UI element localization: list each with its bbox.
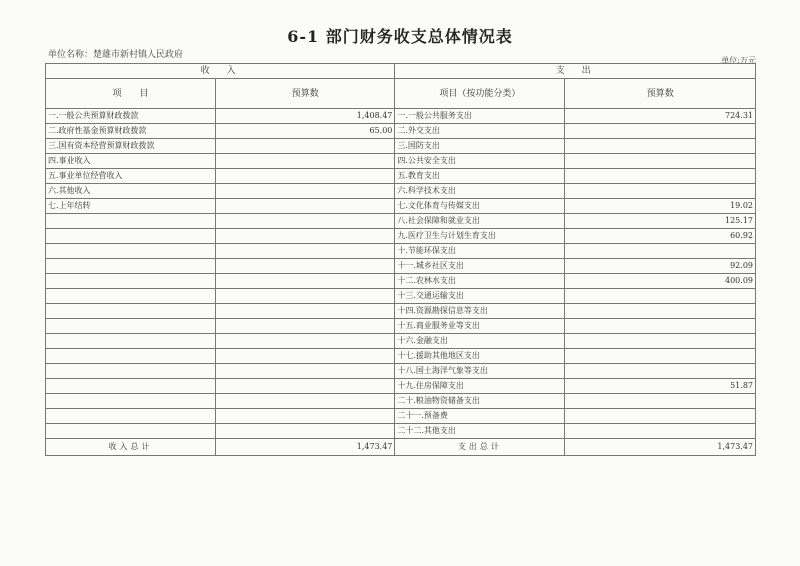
table-row — [46, 289, 756, 304]
expense-value-cell — [565, 139, 756, 154]
total-row — [46, 439, 756, 456]
expense-value-cell — [565, 244, 756, 259]
income-item-cell — [46, 259, 216, 274]
expense-item-cell: 十七.援助其他地区支出 — [395, 349, 565, 364]
income-value-cell — [216, 364, 395, 379]
table-row — [46, 409, 756, 424]
unit-name: 单位名称：楚雄市新村镇人民政府 — [48, 50, 184, 60]
income-item-cell: 三.国有资本经营预算财政拨款 — [46, 139, 216, 154]
expense-item-cell: 一.一般公共服务支出 — [395, 109, 565, 124]
expense-value-cell — [565, 424, 756, 439]
table-row — [46, 244, 756, 259]
income-value-cell — [216, 154, 395, 169]
expense-item-cell: 十五.商业服务业等支出 — [395, 319, 565, 334]
income-item-cell — [46, 364, 216, 379]
expense-item-cell: 二十一.预备费 — [395, 409, 565, 424]
expense-item-cell: 八.社会保障和就业支出 — [395, 214, 565, 229]
income-value-cell — [216, 379, 395, 394]
table-row — [46, 154, 756, 169]
table-row — [46, 274, 756, 289]
income-item-cell: 一.一般公共预算财政拨款 — [46, 109, 216, 124]
table-row — [46, 334, 756, 349]
expense-value-cell: 51.87 — [565, 379, 756, 394]
income-value-cell — [216, 289, 395, 304]
expense-item-cell: 七.文化体育与传媒支出 — [395, 199, 565, 214]
table-row — [46, 109, 756, 124]
income-value-cell — [216, 169, 395, 184]
table-row — [46, 184, 756, 199]
expense-header: 支 出 — [395, 64, 756, 79]
income-item-cell — [46, 409, 216, 424]
section-header-row — [46, 64, 756, 79]
table-row — [46, 379, 756, 394]
income-value-cell — [216, 244, 395, 259]
income-value-cell — [216, 409, 395, 424]
income-value-cell — [216, 184, 395, 199]
income-item-cell — [46, 244, 216, 259]
income-item-cell — [46, 349, 216, 364]
income-item-cell — [46, 319, 216, 334]
income-item-cell: 二.政府性基金预算财政拨款 — [46, 124, 216, 139]
expense-item-cell: 十一.城乡社区支出 — [395, 259, 565, 274]
income-value-cell — [216, 259, 395, 274]
income-item-cell — [46, 424, 216, 439]
income-item-cell — [46, 289, 216, 304]
expense-value-cell — [565, 289, 756, 304]
expense-item-cell: 九.医疗卫生与计划生育支出 — [395, 229, 565, 244]
income-item-cell: 五.事业单位经营收入 — [46, 169, 216, 184]
income-value-cell — [216, 349, 395, 364]
income-value-cell — [216, 424, 395, 439]
expense-value-cell — [565, 124, 756, 139]
income-value-cell — [216, 394, 395, 409]
income-item-cell — [46, 379, 216, 394]
expense-item-cell: 六.科学技术支出 — [395, 184, 565, 199]
expense-value-cell — [565, 334, 756, 349]
income-item-cell: 六.其他收入 — [46, 184, 216, 199]
income-value-cell — [216, 274, 395, 289]
expense-value-cell — [565, 184, 756, 199]
finance-table — [45, 63, 756, 456]
expense-item-cell: 十六.金融支出 — [395, 334, 565, 349]
income-value-cell — [216, 139, 395, 154]
table-row — [46, 169, 756, 184]
table-row — [46, 364, 756, 379]
expense-item-header: 项目（按功能分类） — [395, 79, 565, 109]
income-item-cell — [46, 334, 216, 349]
expense-item-cell: 十三.交通运输支出 — [395, 289, 565, 304]
expense-value-cell: 60.92 — [565, 229, 756, 244]
income-header: 收 入 — [46, 64, 395, 79]
expense-value-cell — [565, 409, 756, 424]
table-row — [46, 394, 756, 409]
expense-item-cell: 十二.农林水支出 — [395, 274, 565, 289]
income-value-cell — [216, 229, 395, 244]
unit-label: 单位:万元 — [721, 56, 756, 65]
expense-value-cell: 125.17 — [565, 214, 756, 229]
income-value-cell — [216, 334, 395, 349]
expense-item-cell: 十九.住房保障支出 — [395, 379, 565, 394]
expense-item-cell: 二十.粮油物资储备支出 — [395, 394, 565, 409]
expense-value-cell: 19.02 — [565, 199, 756, 214]
table-row — [46, 229, 756, 244]
income-value-cell: 1,408.47 — [216, 109, 395, 124]
expense-total-value: 1,473.47 — [565, 439, 756, 456]
expense-item-cell: 十四.资源勘探信息等支出 — [395, 304, 565, 319]
table-row — [46, 124, 756, 139]
table-row — [46, 214, 756, 229]
income-value-cell — [216, 199, 395, 214]
income-item-cell — [46, 229, 216, 244]
expense-item-cell: 五.教育支出 — [395, 169, 565, 184]
expense-value-cell: 92.09 — [565, 259, 756, 274]
table-row — [46, 424, 756, 439]
expense-item-cell: 三.国防支出 — [395, 139, 565, 154]
expense-value-cell — [565, 169, 756, 184]
income-total-label: 收入总计 — [46, 439, 216, 456]
expense-value-cell — [565, 319, 756, 334]
expense-value-cell — [565, 394, 756, 409]
income-item-cell — [46, 304, 216, 319]
expense-value-cell — [565, 364, 756, 379]
income-value-cell: 65.00 — [216, 124, 395, 139]
income-value-cell — [216, 214, 395, 229]
income-item-cell: 七.上年结转 — [46, 199, 216, 214]
expense-item-cell: 十.节能环保支出 — [395, 244, 565, 259]
expense-value-cell: 400.09 — [565, 274, 756, 289]
table-row — [46, 259, 756, 274]
expense-item-cell: 二.外交支出 — [395, 124, 565, 139]
table-row — [46, 139, 756, 154]
income-value-cell — [216, 304, 395, 319]
income-item-header: 项 目 — [46, 79, 216, 109]
expense-value-cell — [565, 349, 756, 364]
income-item-cell: 四.事业收入 — [46, 154, 216, 169]
table-row — [46, 319, 756, 334]
expense-item-cell: 二十二.其他支出 — [395, 424, 565, 439]
expense-value-cell — [565, 304, 756, 319]
table-row — [46, 199, 756, 214]
table-row — [46, 304, 756, 319]
income-value-cell — [216, 319, 395, 334]
column-header-row — [46, 79, 756, 109]
expense-budget-header: 预算数 — [565, 79, 756, 109]
page-title: 6-1 部门财务收支总体情况表 — [287, 27, 513, 46]
income-budget-header: 预算数 — [216, 79, 395, 109]
income-total-value: 1,473.47 — [216, 439, 395, 456]
expense-total-label: 支出总计 — [395, 439, 565, 456]
table-row — [46, 349, 756, 364]
expense-value-cell: 724.31 — [565, 109, 756, 124]
income-item-cell — [46, 214, 216, 229]
income-item-cell — [46, 394, 216, 409]
expense-value-cell — [565, 154, 756, 169]
expense-item-cell: 四.公共安全支出 — [395, 154, 565, 169]
income-item-cell — [46, 274, 216, 289]
expense-item-cell: 十八.国土海洋气象等支出 — [395, 364, 565, 379]
